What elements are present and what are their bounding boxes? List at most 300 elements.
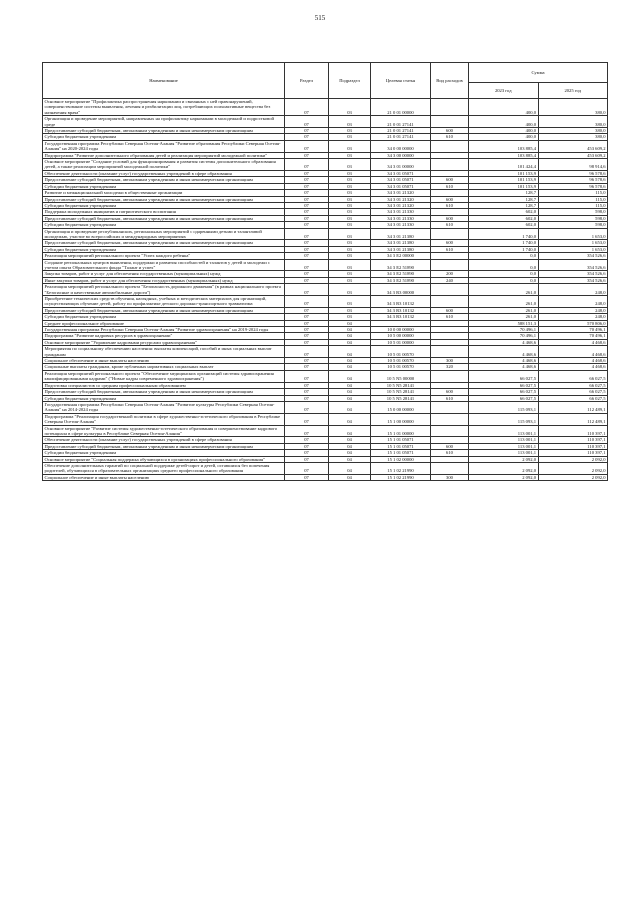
row-sum-year-1: 4 468,6 (469, 364, 539, 370)
row-sum-year-1: 66 027,5 (469, 389, 539, 395)
row-expense-type: 610 (431, 183, 469, 189)
row-target-article: 10 5 N5 28141 (371, 395, 431, 401)
row-expense-type (431, 370, 469, 382)
row-target-article: 34 3 01 21380 (371, 246, 431, 252)
row-sum-year-1: 261,0 (469, 314, 539, 320)
row-subsection: 03 (329, 222, 371, 228)
row-expense-type (431, 401, 469, 413)
row-name: Социальные выплаты гражданам, кроме публичных нормативных социальных выплат (43, 364, 285, 370)
row-expense-type: 610 (431, 246, 469, 252)
row-sum-year-2: 112 489,1 (538, 401, 608, 413)
row-section: 07 (285, 314, 329, 320)
row-subsection: 03 (329, 99, 371, 116)
row-expense-type (431, 413, 469, 425)
row-section: 07 (285, 140, 329, 152)
row-target-article: 34 3 01 00000 (371, 159, 431, 171)
row-sum-year-1: 128,7 (469, 196, 539, 202)
table-row (43, 140, 608, 152)
row-sum-year-2: 354 526,6 (538, 277, 608, 283)
row-subsection: 04 (329, 389, 371, 395)
row-subsection: 04 (329, 339, 371, 345)
row-target-article: 34 3 01 05071 (371, 170, 431, 176)
row-section: 07 (285, 443, 329, 449)
header-subsection: Подраздел (329, 63, 371, 99)
row-section: 07 (285, 271, 329, 277)
row-expense-type: 600 (431, 196, 469, 202)
row-name: Подпрограмма "Развитие кадровых ресурсов в здравоохранении" (43, 333, 285, 339)
row-sum-year-2: 115,0 (538, 190, 608, 196)
row-target-article: 34 3 01 21380 (371, 240, 431, 246)
row-target-article: 34 3 E2 51890 (371, 259, 431, 271)
row-sum-year-1: 70 496,1 (469, 327, 539, 333)
row-expense-type (431, 228, 469, 240)
row-section: 07 (285, 346, 329, 358)
row-name: Предоставление субсидий бюджетным, автономным учреждениям и иным некоммерческим организациям (43, 389, 285, 395)
row-expense-type: 200 (431, 271, 469, 277)
row-name: Обеспечение деятельности (оказание услуг) государственных учреждений в сфере образования (43, 437, 285, 443)
table-row (43, 346, 608, 358)
budget-table (42, 62, 608, 481)
row-sum-year-1: 588 151,3 (469, 320, 539, 326)
row-target-article: 21 0 01 27141 (371, 116, 431, 128)
row-section: 07 (285, 134, 329, 140)
row-target-article: 34 3 01 21330 (371, 222, 431, 228)
row-sum-year-2: 66 027,5 (538, 395, 608, 401)
row-target-article: 34 3 01 21320 (371, 196, 431, 202)
row-subsection: 03 (329, 183, 371, 189)
row-sum-year-2: 598,0 (538, 215, 608, 221)
row-name: Предоставление субсидий бюджетным, автономным учреждениям и иным некоммерческим организациям (43, 196, 285, 202)
row-name: Основное мероприятие "Управление кадровыми ресурсами здравоохранения" (43, 339, 285, 345)
row-sum-year-1: 0,0 (469, 271, 539, 277)
row-sum-year-1: 4 468,6 (469, 346, 539, 358)
row-sum-year-1: 1 740,0 (469, 246, 539, 252)
row-sum-year-1: 2 092,0 (469, 456, 539, 462)
row-sum-year-2: 115,0 (538, 196, 608, 202)
table-row (43, 259, 608, 271)
row-sum-year-2: 110 397,1 (538, 450, 608, 456)
row-sum-year-2: 110 397,1 (538, 425, 608, 437)
row-target-article: 15 1 02 21990 (371, 462, 431, 474)
row-sum-year-1: 101 424,4 (469, 159, 539, 171)
row-sum-year-2: 248,0 (538, 284, 608, 296)
row-sum-year-2: 453 609,2 (538, 152, 608, 158)
row-sum-year-2: 4 468,6 (538, 364, 608, 370)
row-sum-year-2: 248,0 (538, 314, 608, 320)
row-expense-type (431, 462, 469, 474)
row-subsection: 04 (329, 437, 371, 443)
row-name: Основное мероприятие "Развитие системы художественно-эстетического образования и совершенствование кадрового потенциала в сфере культуры в Республике Северная Осетия-Алания" (43, 425, 285, 437)
row-subsection: 03 (329, 170, 371, 176)
row-sum-year-2: 112 489,1 (538, 413, 608, 425)
row-expense-type: 600 (431, 389, 469, 395)
row-name: Субсидии бюджетным учреждениям (43, 183, 285, 189)
row-expense-type: 600 (431, 443, 469, 449)
row-name: Предоставление субсидий бюджетным, автономным учреждениям и иным некоммерческим организациям (43, 240, 285, 246)
row-expense-type: 300 (431, 474, 469, 480)
row-sum-year-1: 400,0 (469, 99, 539, 116)
row-subsection: 03 (329, 240, 371, 246)
row-target-article: 34 3 00 00000 (371, 152, 431, 158)
row-subsection: 04 (329, 346, 371, 358)
row-sum-year-1: 602,0 (469, 222, 539, 228)
row-section: 07 (285, 170, 329, 176)
row-section: 07 (285, 339, 329, 345)
row-subsection: 03 (329, 277, 371, 283)
table-row (43, 228, 608, 240)
row-sum-year-1: 261,0 (469, 307, 539, 313)
row-name: Приобретение технических средств обучения, наглядных, учебных и методических материалов для организаций, осуществляющих обучение детей, работу по профилактике детского дорожно-транспортного травматизма (43, 296, 285, 308)
row-sum-year-2: 598,0 (538, 209, 608, 215)
row-sum-year-2: 96 578,6 (538, 183, 608, 189)
row-subsection: 04 (329, 395, 371, 401)
row-sum-year-2: 354 526,6 (538, 259, 608, 271)
row-expense-type: 610 (431, 314, 469, 320)
row-name: Субсидии бюджетным учреждениям (43, 222, 285, 228)
row-expense-type: 610 (431, 202, 469, 208)
row-subsection: 03 (329, 128, 371, 134)
row-target-article: 34 3 01 21330 (371, 215, 431, 221)
row-subsection: 04 (329, 413, 371, 425)
row-subsection: 04 (329, 364, 371, 370)
row-section: 07 (285, 456, 329, 462)
header-target-article: Целевая статья (371, 63, 431, 99)
row-name: Обеспечение деятельности (оказание услуг) государственных учреждений в сфере образования (43, 170, 285, 176)
row-section: 07 (285, 159, 329, 171)
row-expense-type (431, 284, 469, 296)
table-header-row (43, 63, 608, 83)
row-sum-year-2: 380,0 (538, 116, 608, 128)
row-section: 07 (285, 395, 329, 401)
row-expense-type: 300 (431, 358, 469, 364)
row-name: Государственная программа Республики Северная Осетия-Алания "Развитие здравоохранения" на 2019-2024 годы (43, 327, 285, 333)
row-name: Основное мероприятие "Создание условий для функционирования и развития системы дополнительного образования детей, а также реализации мероприятий молодежной политики" (43, 159, 285, 171)
row-subsection: 03 (329, 202, 371, 208)
row-section: 07 (285, 196, 329, 202)
row-sum-year-2: 66 027,5 (538, 382, 608, 388)
header-sum: Сумма (469, 63, 608, 83)
row-section: 07 (285, 327, 329, 333)
row-name: Субсидии бюджетным учреждениям (43, 395, 285, 401)
row-name: Организация и проведение мероприятий, направленных на профилактику наркомании в молодежной и подростковой среде (43, 116, 285, 128)
row-sum-year-2: 1 653,0 (538, 228, 608, 240)
row-section: 07 (285, 253, 329, 259)
row-subsection: 03 (329, 152, 371, 158)
row-expense-type (431, 259, 469, 271)
row-section: 07 (285, 462, 329, 474)
header-expense-type: Вид расходов (431, 63, 469, 99)
row-sum-year-2: 380,0 (538, 99, 608, 116)
row-subsection: 03 (329, 307, 371, 313)
row-expense-type: 610 (431, 450, 469, 456)
row-sum-year-2: 380,0 (538, 128, 608, 134)
row-target-article: 15 1 01 05071 (371, 443, 431, 449)
row-target-article: 15 1 00 00000 (371, 413, 431, 425)
row-subsection: 04 (329, 327, 371, 333)
row-section: 07 (285, 401, 329, 413)
row-sum-year-2: 110 397,1 (538, 437, 608, 443)
row-sum-year-1: 400,0 (469, 134, 539, 140)
row-target-article: 34 3 01 21320 (371, 202, 431, 208)
row-name: Предоставление субсидий бюджетным, автономным учреждениям и иным некоммерческим организациям (43, 128, 285, 134)
row-sum-year-1: 2 092,0 (469, 474, 539, 480)
row-sum-year-2: 110 397,1 (538, 443, 608, 449)
row-sum-year-2: 4 468,6 (538, 358, 608, 364)
row-section: 07 (285, 450, 329, 456)
row-subsection: 03 (329, 140, 371, 152)
row-subsection: 03 (329, 196, 371, 202)
row-section: 07 (285, 296, 329, 308)
row-sum-year-1: 103 885,4 (469, 152, 539, 158)
row-sum-year-2: 115,0 (538, 202, 608, 208)
row-sum-year-1: 1 740,0 (469, 240, 539, 246)
row-section: 07 (285, 474, 329, 480)
row-name: Закупка товаров, работ и услуг для обеспечения государственных (муниципальных) нужд (43, 271, 285, 277)
row-section: 07 (285, 364, 329, 370)
row-subsection: 03 (329, 246, 371, 252)
header-year-1: 2023 год (469, 83, 539, 99)
row-name: Иные закупки товаров, работ и услуг для обеспечения государственных (муниципальных) нужд (43, 277, 285, 283)
row-name: Субсидии бюджетным учреждениям (43, 246, 285, 252)
row-section: 07 (285, 259, 329, 271)
row-sum-year-1: 115 093,1 (469, 413, 539, 425)
row-section: 07 (285, 183, 329, 189)
row-sum-year-1: 113 001,1 (469, 450, 539, 456)
table-row (43, 370, 608, 382)
row-name: Субсидии бюджетным учреждениям (43, 314, 285, 320)
row-expense-type: 600 (431, 215, 469, 221)
row-sum-year-2: 570 806,0 (538, 320, 608, 326)
row-target-article: 21 0 01 27141 (371, 134, 431, 140)
row-section: 07 (285, 128, 329, 134)
row-sum-year-2: 1 653,0 (538, 240, 608, 246)
row-sum-year-2: 4 468,6 (538, 339, 608, 345)
row-target-article: 10 5 01 00570 (371, 346, 431, 358)
header-name: Наименование (43, 63, 285, 99)
row-sum-year-1: 602,0 (469, 209, 539, 215)
row-name: Реализация мероприятий регионального проекта "Обеспечение медицинских организаций системы здравоохранения квалифицированными кадрами" ("Новые кадры современного здравоохранения") (43, 370, 285, 382)
row-subsection: 03 (329, 253, 371, 259)
row-name: Создание региональных центров выявления, поддержки и развития способностей и талантов у детей и молодежи с учетом опыта Образовательного фонда "Талант и успех" (43, 259, 285, 271)
row-subsection: 03 (329, 177, 371, 183)
row-subsection: 04 (329, 456, 371, 462)
row-sum-year-1: 66 027,5 (469, 382, 539, 388)
table-row (43, 99, 608, 116)
row-sum-year-2: 70 496,1 (538, 333, 608, 339)
row-name: Социальное обеспечение и иные выплаты населению (43, 474, 285, 480)
row-sum-year-2: 70 496,1 (538, 327, 608, 333)
row-target-article: 15 1 01 00000 (371, 425, 431, 437)
row-sum-year-2: 2 092,0 (538, 474, 608, 480)
row-target-article: 15 1 02 21990 (371, 474, 431, 480)
row-sum-year-2: 354 526,6 (538, 271, 608, 277)
row-section: 07 (285, 190, 329, 196)
row-name: Основное мероприятие "Социальная поддержка обучающихся в организациях профессионального образования" (43, 456, 285, 462)
row-expense-type (431, 140, 469, 152)
row-name: Среднее профессиональное образование (43, 320, 285, 326)
row-section: 07 (285, 177, 329, 183)
row-sum-year-1: 101 153,9 (469, 183, 539, 189)
row-name: Подготовка специалистов со средним профессиональным образованием (43, 382, 285, 388)
row-section: 07 (285, 382, 329, 388)
row-sum-year-1: 101 153,9 (469, 170, 539, 176)
row-subsection: 04 (329, 370, 371, 382)
row-sum-year-1: 128,7 (469, 202, 539, 208)
row-target-article: 34 0 00 00000 (371, 140, 431, 152)
row-sum-year-2: 96 578,6 (538, 177, 608, 183)
row-name: Организация и проведение республиканских, региональных мероприятий с одаренными детьми и талантливой молодежью, участие во всероссийских и международных мероприятиях (43, 228, 285, 240)
row-sum-year-1: 400,0 (469, 128, 539, 134)
row-subsection: 03 (329, 284, 371, 296)
row-name: Подпрограмма "Развитие дополнительного образования детей и реализация мероприятий молодежной политики" (43, 152, 285, 158)
row-sum-year-2: 1 653,0 (538, 246, 608, 252)
row-section: 07 (285, 246, 329, 252)
row-target-article: 34 3 R3 10132 (371, 314, 431, 320)
row-target-article: 34 3 R3 10132 (371, 307, 431, 313)
table-row (43, 401, 608, 413)
header-section: Раздел (285, 63, 329, 99)
row-sum-year-1: 101 153,9 (469, 177, 539, 183)
row-sum-year-2: 354 526,6 (538, 253, 608, 259)
row-subsection: 04 (329, 401, 371, 413)
row-name: Предоставление субсидий бюджетным, автономным учреждениям и иным некоммерческим организациям (43, 215, 285, 221)
row-target-article: 34 3 E2 51890 (371, 271, 431, 277)
row-section: 07 (285, 99, 329, 116)
row-target-article: 10 0 00 00000 (371, 327, 431, 333)
row-expense-type: 600 (431, 177, 469, 183)
row-name: Субсидии бюджетным учреждениям (43, 134, 285, 140)
row-expense-type: 600 (431, 307, 469, 313)
row-subsection: 04 (329, 425, 371, 437)
row-target-article: 34 3 E2 51890 (371, 277, 431, 283)
row-expense-type (431, 296, 469, 308)
row-expense-type: 240 (431, 277, 469, 283)
row-section: 07 (285, 240, 329, 246)
row-target-article: 34 3 01 05071 (371, 183, 431, 189)
row-target-article: 15 1 01 05071 (371, 437, 431, 443)
row-section: 07 (285, 209, 329, 215)
row-sum-year-2: 248,0 (538, 296, 608, 308)
row-section: 07 (285, 370, 329, 382)
row-section: 07 (285, 437, 329, 443)
row-target-article: 34 3 01 21320 (371, 190, 431, 196)
row-section: 07 (285, 116, 329, 128)
table-row (43, 116, 608, 128)
row-target-article: 15 1 02 00000 (371, 456, 431, 462)
row-sum-year-2: 96 578,6 (538, 170, 608, 176)
row-section: 07 (285, 389, 329, 395)
row-sum-year-1: 113 001,1 (469, 443, 539, 449)
row-target-article: 10 5 00 00000 (371, 333, 431, 339)
row-subsection: 03 (329, 271, 371, 277)
row-section: 07 (285, 333, 329, 339)
row-sum-year-1: 602,0 (469, 215, 539, 221)
row-sum-year-1: 261,0 (469, 296, 539, 308)
row-section: 07 (285, 425, 329, 437)
row-sum-year-2: 98 914,6 (538, 159, 608, 171)
row-subsection: 04 (329, 474, 371, 480)
row-subsection: 04 (329, 358, 371, 364)
row-sum-year-2: 2 092,0 (538, 456, 608, 462)
page-number: 515 (314, 14, 326, 22)
row-expense-type (431, 159, 469, 171)
row-expense-type: 610 (431, 134, 469, 140)
row-name: Субсидии бюджетным учреждениям (43, 202, 285, 208)
row-sum-year-1: 0,0 (469, 253, 539, 259)
row-name: Основное мероприятие "Профилактика распространения наркомании и связанных с ней правонарушений, совершенствование системы выявления, лечения и реабилитации лиц, потребляющих психоактивные вещества без назначения врача" (43, 99, 285, 116)
row-name: Поддержка молодежных инициатив и патриотического воспитания (43, 209, 285, 215)
row-subsection: 03 (329, 259, 371, 271)
row-subsection: 04 (329, 462, 371, 474)
row-target-article: 34 3 01 05071 (371, 177, 431, 183)
row-sum-year-1: 115 093,1 (469, 401, 539, 413)
row-name: Предоставление субсидий бюджетным, автономным учреждениям и иным некоммерческим организациям (43, 307, 285, 313)
row-sum-year-1: 128,7 (469, 190, 539, 196)
row-expense-type (431, 99, 469, 116)
row-sum-year-2: 2 092,0 (538, 462, 608, 474)
row-name: Мероприятия по социальному обеспечению населения: выплаты компенсаций, пособий и иных социальных выплат гражданам (43, 346, 285, 358)
table-row (43, 159, 608, 171)
table-row (43, 425, 608, 437)
row-sum-year-1: 261,0 (469, 284, 539, 296)
row-target-article: 10 5 N5 28141 (371, 382, 431, 388)
row-sum-year-2: 453 609,2 (538, 140, 608, 152)
row-name: Государственная программа Республики Северная Осетия-Алания "Развитие образования Республики Северная Осетия-Алания" на 2020-2024 годы (43, 140, 285, 152)
row-section: 07 (285, 277, 329, 283)
row-expense-type: 610 (431, 395, 469, 401)
row-target-article: 10 5 01 00570 (371, 358, 431, 364)
row-subsection: 04 (329, 382, 371, 388)
row-subsection: 03 (329, 215, 371, 221)
row-sum-year-2: 4 468,6 (538, 346, 608, 358)
row-name: Подпрограмма "Реализация государственной политики в сфере художественно-эстетического образования в Республике Северная Осетия-Алания" (43, 413, 285, 425)
row-target-article: 34 3 R3 00000 (371, 284, 431, 296)
row-target-article: 10 5 01 00000 (371, 339, 431, 345)
table-row (43, 474, 608, 480)
row-section: 07 (285, 222, 329, 228)
row-target-article: 15 1 01 05071 (371, 450, 431, 456)
row-name: Реализация мероприятий регионального проекта "Безопасность дорожного движения" (в рамках национального проекта "Безопасные и качественные автомобильные дороги") (43, 284, 285, 296)
row-sum-year-2: 380,0 (538, 134, 608, 140)
row-sum-year-1: 103 885,4 (469, 140, 539, 152)
row-target-article: 10 5 N5 28141 (371, 389, 431, 395)
row-target-article: 34 3 01 21380 (371, 228, 431, 240)
table-body (43, 99, 608, 481)
row-subsection: 03 (329, 159, 371, 171)
row-target-article: 21 0 01 00000 (371, 99, 431, 116)
row-name: Развитие и межнациональной молодежи в общественные организации (43, 190, 285, 196)
row-sum-year-1: 113 001,1 (469, 437, 539, 443)
row-sum-year-2: 248,0 (538, 307, 608, 313)
table-row (43, 413, 608, 425)
row-sum-year-2: 66 027,5 (538, 370, 608, 382)
row-section: 07 (285, 320, 329, 326)
row-expense-type (431, 116, 469, 128)
row-target-article: 21 0 01 27141 (371, 128, 431, 134)
row-target-article: 34 3 01 21330 (371, 209, 431, 215)
row-target-article: 15 0 00 00000 (371, 401, 431, 413)
row-subsection: 04 (329, 450, 371, 456)
row-section: 07 (285, 228, 329, 240)
row-target-article: 10 5 01 00570 (371, 364, 431, 370)
row-name: Субсидии бюджетным учреждениям (43, 450, 285, 456)
table-row (43, 296, 608, 308)
row-sum-year-1: 113 001,1 (469, 425, 539, 437)
row-expense-type (431, 425, 469, 437)
row-sum-year-1: 66 027,5 (469, 370, 539, 382)
row-section: 07 (285, 152, 329, 158)
row-subsection: 03 (329, 228, 371, 240)
